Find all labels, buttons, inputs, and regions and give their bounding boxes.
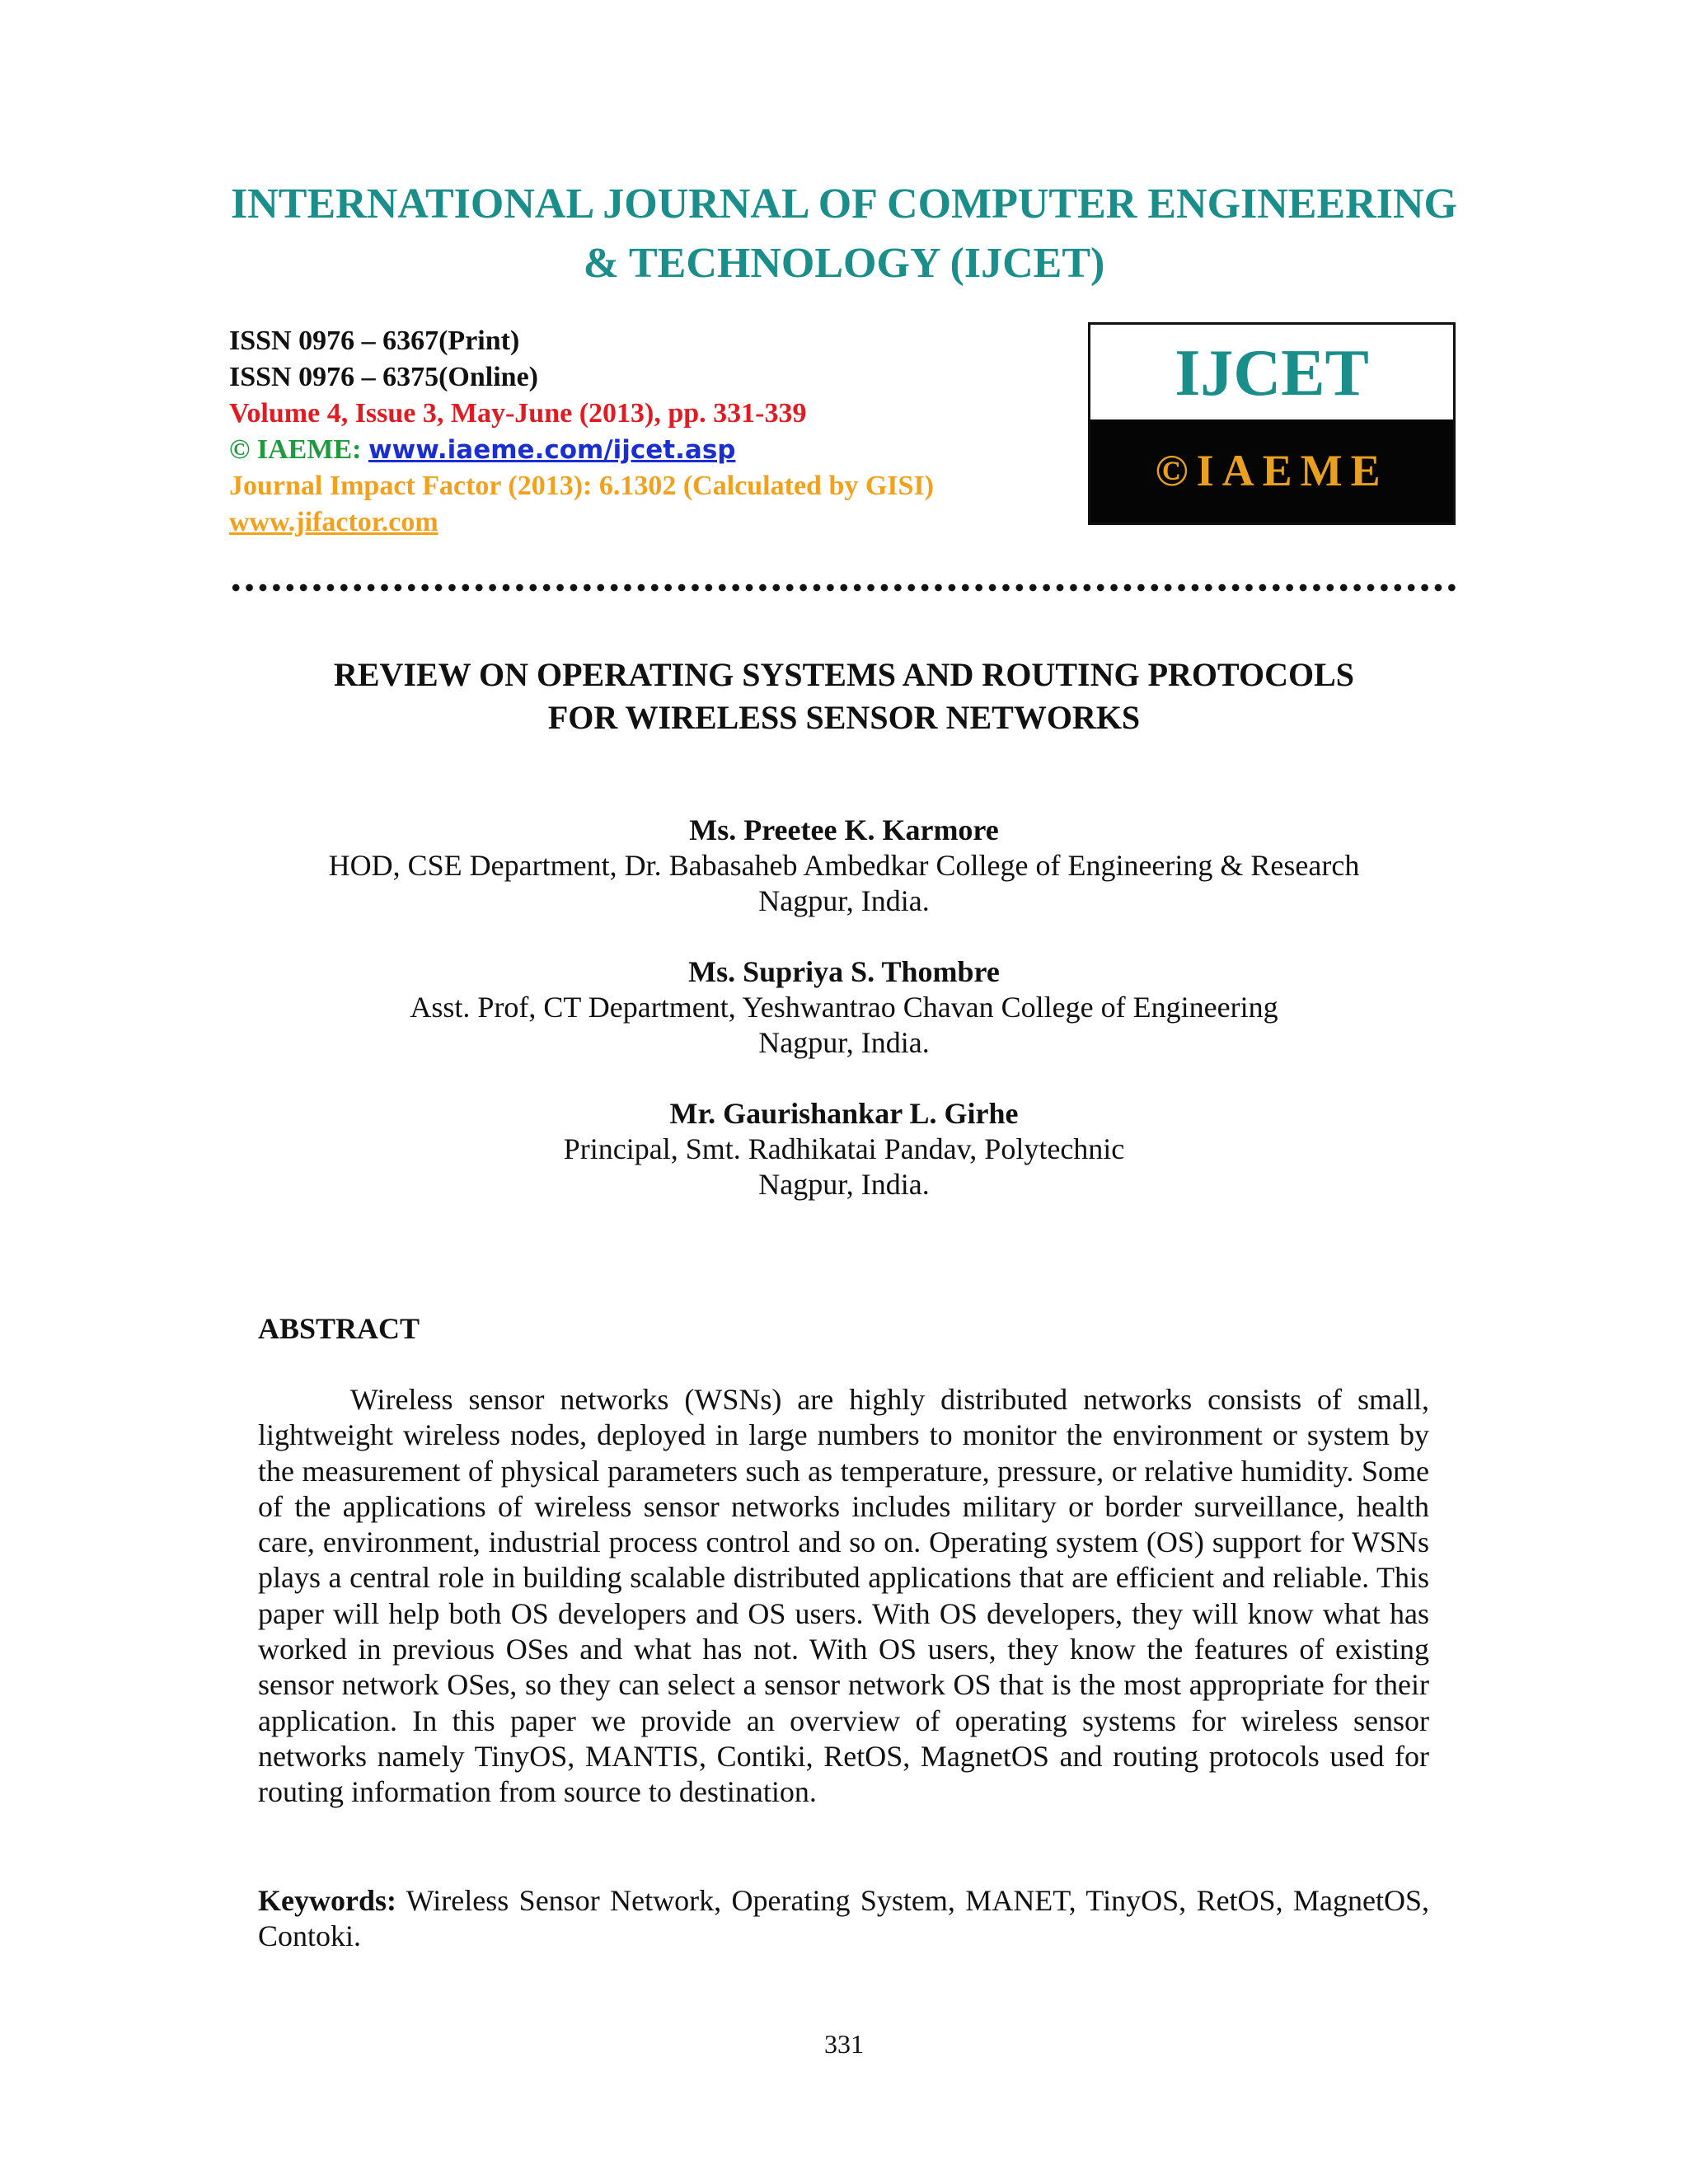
impact-factor: Journal Impact Factor (2013): 6.1302 (Calculated by GISI) <box>229 471 934 501</box>
logo-iaeme-text: ©IAEME <box>1090 419 1453 523</box>
keywords-text: Wireless Sensor Network, Operating System, MANET, TinyOS, RetOS, MagnetOS, Contoki. <box>258 1884 1429 1953</box>
page-number: 331 <box>824 2029 864 2059</box>
journal-title <box>0 175 1688 293</box>
paper-title-line-1: REVIEW ON OPERATING SYSTEMS AND ROUTING PROTOCOLS <box>333 656 1354 693</box>
journal-website-link[interactable]: www.iaeme.com/ijcet.asp <box>368 435 736 465</box>
issn-online: ISSN 0976 – 6375(Online) <box>229 362 538 392</box>
author-block <box>0 954 1688 1061</box>
author-block <box>0 813 1688 919</box>
author-block <box>0 1096 1688 1202</box>
author-location: Nagpur, India. <box>758 1168 930 1201</box>
author-location: Nagpur, India. <box>758 1026 930 1059</box>
journal-title-line-1: INTERNATIONAL JOURNAL OF COMPUTER ENGINEERING <box>231 180 1457 227</box>
journal-meta-block <box>229 323 934 541</box>
paper-title-line-2: FOR WIRELESS SENSOR NETWORKS <box>547 699 1141 736</box>
keywords-label: Keywords: <box>258 1884 396 1917</box>
author-name: Ms. Supriya S. Thombre <box>688 955 1000 988</box>
volume-issue: Volume 4, Issue 3, May-June (2013), pp. 331-339 <box>229 398 807 429</box>
keywords-paragraph <box>258 1883 1429 1955</box>
author-affiliation: Asst. Prof, CT Department, Yeshwantrao Chavan College of Engineering <box>410 991 1278 1024</box>
author-affiliation: Principal, Smt. Radhikatai Pandav, Polytechnic <box>563 1132 1125 1165</box>
author-affiliation: HOD, CSE Department, Dr. Babasaheb Ambedkar College of Engineering & Research <box>328 849 1360 882</box>
copyright-line <box>229 432 934 468</box>
author-location: Nagpur, India. <box>758 884 930 917</box>
dotted-divider <box>229 582 1456 593</box>
abstract-heading: ABSTRACT <box>258 1312 420 1345</box>
author-name: Ms. Preetee K. Karmore <box>689 813 999 846</box>
journal-logo <box>1088 322 1456 525</box>
author-name: Mr. Gaurishankar L. Girhe <box>669 1097 1019 1130</box>
journal-title-line-2: & TECHNOLOGY (IJCET) <box>583 240 1105 287</box>
logo-ijcet-text: IJCET <box>1175 337 1369 410</box>
paper-title <box>0 654 1688 739</box>
abstract-body: Wireless sensor networks (WSNs) are highly distributed networks consists of small, lightweight wireless nodes, deployed in large numbers to monitor the environment or system by the measurement of physical parameters such as temperature, pressure, or relative humidity. Some of the applications of wireless sensor networks includes military or border surveillance, health care, environment, industrial process control and so on. Operating system (OS) support for WSNs plays a central role in building scalable distributed applications that are efficient and reliable. This paper will help both OS developers and OS users. With OS developers, they will know what has worked in previous OSes and what has not. With OS users, they know the features of existing sensor network OSes, so they can select a sensor network OS that is the most appropriate for their application. In this paper we provide an overview of operating systems for wireless sensor networks namely TinyOS, MANTIS, Contiki, RetOS, MagnetOS and routing protocols used for routing information from source to destination. <box>258 1383 1429 1809</box>
jifactor-link[interactable]: www.jifactor.com <box>229 507 438 537</box>
issn-print: ISSN 0976 – 6367(Print) <box>229 326 520 356</box>
copyright-prefix: © IAEME: <box>229 434 368 465</box>
